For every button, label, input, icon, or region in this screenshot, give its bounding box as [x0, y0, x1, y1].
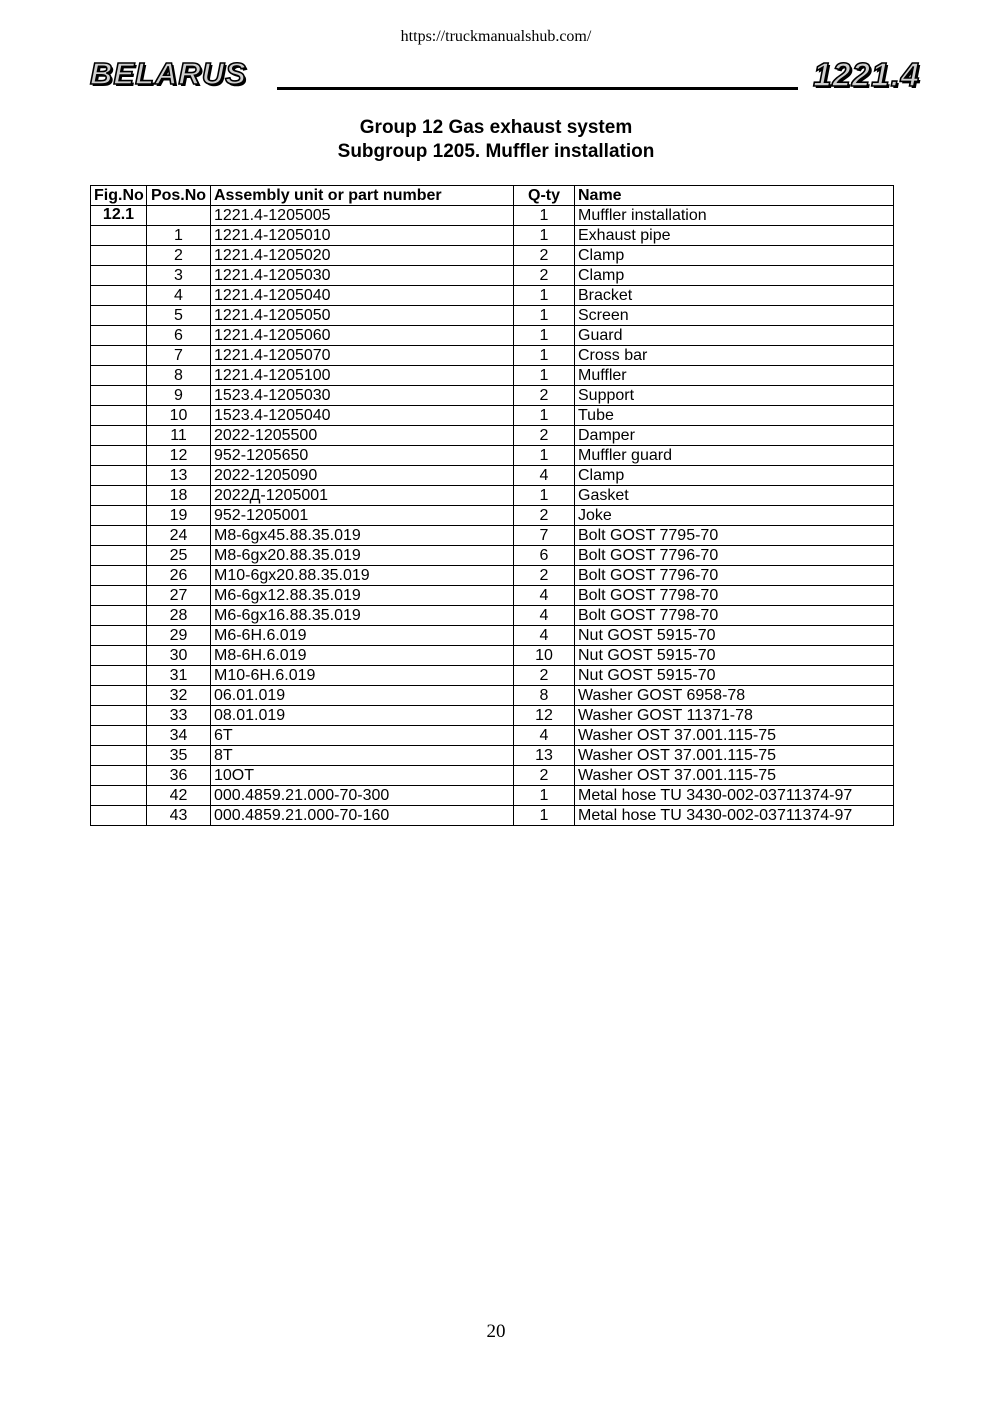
cell-fig	[91, 486, 147, 506]
page-number: 20	[486, 1321, 506, 1342]
cell-part-number: 952-1205001	[211, 506, 514, 526]
cell-pos: 7	[147, 346, 211, 366]
cell-qty: 2	[514, 666, 575, 686]
cell-qty: 2	[514, 266, 575, 286]
cell-name: Washer GOST 6958-78	[575, 686, 894, 706]
cell-part-number: 8T	[211, 746, 514, 766]
cell-fig	[91, 366, 147, 386]
cell-part-number: 1221.4-1205070	[211, 346, 514, 366]
parts-table	[90, 185, 894, 826]
cell-name: Bracket	[575, 286, 894, 306]
cell-name: Washer OST 37.001.115-75	[575, 766, 894, 786]
cell-fig	[91, 466, 147, 486]
model-number: 1221.4	[813, 56, 920, 93]
cell-part-number: 000.4859.21.000-70-300	[211, 786, 514, 806]
cell-pos: 26	[147, 566, 211, 586]
parts-table-body	[91, 206, 894, 826]
cell-name: Cross bar	[575, 346, 894, 366]
cell-qty: 1	[514, 206, 575, 226]
column-header-name: Name	[575, 186, 894, 206]
cell-pos: 29	[147, 626, 211, 646]
table-row	[91, 766, 894, 786]
table-row	[91, 326, 894, 346]
cell-qty: 1	[514, 446, 575, 466]
cell-part-number: M8-6gx45.88.35.019	[211, 526, 514, 546]
cell-qty: 1	[514, 306, 575, 326]
cell-fig	[91, 626, 147, 646]
cell-name: Washer OST 37.001.115-75	[575, 746, 894, 766]
cell-part-number: M6-6gx12.88.35.019	[211, 586, 514, 606]
cell-pos: 27	[147, 586, 211, 606]
cell-part-number: 1221.4-1205040	[211, 286, 514, 306]
cell-qty: 1	[514, 346, 575, 366]
cell-part-number: 1221.4-1205100	[211, 366, 514, 386]
cell-fig	[91, 226, 147, 246]
column-header-qty: Q-ty	[514, 186, 575, 206]
cell-pos: 32	[147, 686, 211, 706]
header-rule	[277, 87, 798, 90]
table-row	[91, 606, 894, 626]
cell-fig	[91, 266, 147, 286]
cell-qty: 1	[514, 226, 575, 246]
table-row	[91, 506, 894, 526]
cell-pos: 25	[147, 546, 211, 566]
cell-name: Nut GOST 5915-70	[575, 646, 894, 666]
cell-qty: 2	[514, 426, 575, 446]
cell-qty: 2	[514, 766, 575, 786]
cell-pos	[147, 206, 211, 226]
table-row	[91, 666, 894, 686]
cell-fig	[91, 546, 147, 566]
cell-fig: 12.1	[91, 206, 147, 226]
cell-name: Washer OST 37.001.115-75	[575, 726, 894, 746]
cell-name: Bolt GOST 7796-70	[575, 566, 894, 586]
column-header-fig: Fig.No	[91, 186, 147, 206]
cell-fig	[91, 446, 147, 466]
cell-qty: 4	[514, 586, 575, 606]
cell-fig	[91, 786, 147, 806]
cell-qty: 2	[514, 506, 575, 526]
table-row	[91, 566, 894, 586]
cell-qty: 1	[514, 286, 575, 306]
table-row	[91, 706, 894, 726]
cell-pos: 33	[147, 706, 211, 726]
cell-qty: 4	[514, 606, 575, 626]
cell-part-number: M10-6H.6.019	[211, 666, 514, 686]
cell-qty: 1	[514, 806, 575, 826]
cell-fig	[91, 246, 147, 266]
cell-fig	[91, 286, 147, 306]
cell-name: Clamp	[575, 266, 894, 286]
table-row	[91, 226, 894, 246]
cell-pos: 4	[147, 286, 211, 306]
cell-fig	[91, 746, 147, 766]
cell-pos: 30	[147, 646, 211, 666]
table-row	[91, 586, 894, 606]
cell-qty: 1	[514, 486, 575, 506]
cell-part-number: 1221.4-1205020	[211, 246, 514, 266]
cell-qty: 4	[514, 626, 575, 646]
cell-qty: 1	[514, 326, 575, 346]
cell-pos: 24	[147, 526, 211, 546]
cell-fig	[91, 406, 147, 426]
cell-qty: 7	[514, 526, 575, 546]
table-row	[91, 446, 894, 466]
cell-pos: 34	[147, 726, 211, 746]
cell-fig	[91, 526, 147, 546]
header-row	[91, 186, 894, 206]
cell-qty: 8	[514, 686, 575, 706]
table-row	[91, 786, 894, 806]
cell-fig	[91, 766, 147, 786]
table-row	[91, 266, 894, 286]
table-row	[91, 486, 894, 506]
cell-pos: 36	[147, 766, 211, 786]
cell-pos: 13	[147, 466, 211, 486]
cell-qty: 6	[514, 546, 575, 566]
column-header-part-number: Assembly unit or part number	[211, 186, 514, 206]
table-row	[91, 546, 894, 566]
cell-pos: 12	[147, 446, 211, 466]
cell-name: Muffler installation	[575, 206, 894, 226]
cell-pos: 43	[147, 806, 211, 826]
table-row	[91, 426, 894, 446]
cell-qty: 2	[514, 246, 575, 266]
cell-name: Bolt GOST 7795-70	[575, 526, 894, 546]
cell-part-number: M8-6H.6.019	[211, 646, 514, 666]
cell-pos: 31	[147, 666, 211, 686]
cell-part-number: 2022-1205500	[211, 426, 514, 446]
cell-name: Metal hose TU 3430-002-03711374-97	[575, 786, 894, 806]
table-row	[91, 646, 894, 666]
cell-part-number: 1221.4-1205010	[211, 226, 514, 246]
cell-pos: 8	[147, 366, 211, 386]
table-row	[91, 386, 894, 406]
cell-part-number: 000.4859.21.000-70-160	[211, 806, 514, 826]
parts-table-header	[91, 186, 894, 206]
cell-fig	[91, 706, 147, 726]
cell-name: Gasket	[575, 486, 894, 506]
cell-part-number: M6-6gx16.88.35.019	[211, 606, 514, 626]
subgroup-title: Subgroup 1205. Muffler installation	[337, 141, 655, 162]
cell-part-number: 1221.4-1205005	[211, 206, 514, 226]
cell-fig	[91, 646, 147, 666]
cell-pos: 42	[147, 786, 211, 806]
cell-fig	[91, 506, 147, 526]
table-row	[91, 366, 894, 386]
cell-part-number: M6-6H.6.019	[211, 626, 514, 646]
cell-fig	[91, 566, 147, 586]
cell-part-number: 10OT	[211, 766, 514, 786]
cell-name: Screen	[575, 306, 894, 326]
cell-pos: 35	[147, 746, 211, 766]
cell-pos: 11	[147, 426, 211, 446]
cell-name: Exhaust pipe	[575, 226, 894, 246]
table-row	[91, 246, 894, 266]
cell-qty: 13	[514, 746, 575, 766]
source-url: https://truckmanualshub.com/	[400, 28, 592, 45]
group-title: Group 12 Gas exhaust system	[359, 117, 633, 138]
cell-pos: 2	[147, 246, 211, 266]
cell-name: Support	[575, 386, 894, 406]
cell-fig	[91, 726, 147, 746]
cell-part-number: 2022Д-1205001	[211, 486, 514, 506]
cell-qty: 1	[514, 406, 575, 426]
cell-part-number: 06.01.019	[211, 686, 514, 706]
cell-part-number: 1523.4-1205030	[211, 386, 514, 406]
table-row	[91, 346, 894, 366]
table-row	[91, 206, 894, 226]
cell-name: Clamp	[575, 466, 894, 486]
cell-name: Metal hose TU 3430-002-03711374-97	[575, 806, 894, 826]
column-header-pos: Pos.No	[147, 186, 211, 206]
table-row	[91, 686, 894, 706]
cell-fig	[91, 386, 147, 406]
cell-name: Guard	[575, 326, 894, 346]
document-header	[90, 56, 920, 96]
cell-part-number: 1221.4-1205050	[211, 306, 514, 326]
cell-pos: 10	[147, 406, 211, 426]
cell-pos: 18	[147, 486, 211, 506]
cell-name: Nut GOST 5915-70	[575, 626, 894, 646]
table-row	[91, 626, 894, 646]
brand-logo: BELARUS	[90, 56, 247, 91]
cell-name: Clamp	[575, 246, 894, 266]
cell-part-number: 952-1205650	[211, 446, 514, 466]
cell-fig	[91, 686, 147, 706]
table-row	[91, 726, 894, 746]
cell-name: Tube	[575, 406, 894, 426]
cell-name: Damper	[575, 426, 894, 446]
table-row	[91, 806, 894, 826]
cell-name: Bolt GOST 7798-70	[575, 586, 894, 606]
cell-name: Bolt GOST 7796-70	[575, 546, 894, 566]
cell-part-number: 2022-1205090	[211, 466, 514, 486]
cell-pos: 28	[147, 606, 211, 626]
cell-fig	[91, 606, 147, 626]
cell-fig	[91, 346, 147, 366]
cell-part-number: 1523.4-1205040	[211, 406, 514, 426]
cell-qty: 4	[514, 726, 575, 746]
cell-part-number: 1221.4-1205060	[211, 326, 514, 346]
cell-name: Bolt GOST 7798-70	[575, 606, 894, 626]
cell-fig	[91, 326, 147, 346]
cell-name: Joke	[575, 506, 894, 526]
cell-qty: 12	[514, 706, 575, 726]
cell-name: Muffler	[575, 366, 894, 386]
cell-pos: 1	[147, 226, 211, 246]
cell-part-number: 6T	[211, 726, 514, 746]
table-row	[91, 746, 894, 766]
cell-fig	[91, 806, 147, 826]
cell-fig	[91, 586, 147, 606]
table-row	[91, 286, 894, 306]
cell-pos: 3	[147, 266, 211, 286]
cell-pos: 9	[147, 386, 211, 406]
cell-name: Washer GOST 11371-78	[575, 706, 894, 726]
cell-part-number: M8-6gx20.88.35.019	[211, 546, 514, 566]
cell-qty: 10	[514, 646, 575, 666]
cell-qty: 4	[514, 466, 575, 486]
cell-part-number: M10-6gx20.88.35.019	[211, 566, 514, 586]
table-row	[91, 466, 894, 486]
cell-name: Muffler guard	[575, 446, 894, 466]
cell-part-number: 1221.4-1205030	[211, 266, 514, 286]
cell-pos: 19	[147, 506, 211, 526]
cell-fig	[91, 426, 147, 446]
table-row	[91, 406, 894, 426]
cell-part-number: 08.01.019	[211, 706, 514, 726]
cell-pos: 6	[147, 326, 211, 346]
cell-qty: 2	[514, 386, 575, 406]
cell-pos: 5	[147, 306, 211, 326]
table-row	[91, 526, 894, 546]
cell-name: Nut GOST 5915-70	[575, 666, 894, 686]
cell-qty: 1	[514, 366, 575, 386]
cell-fig	[91, 666, 147, 686]
section-title	[0, 116, 992, 164]
cell-qty: 1	[514, 786, 575, 806]
cell-qty: 2	[514, 566, 575, 586]
table-row	[91, 306, 894, 326]
cell-fig	[91, 306, 147, 326]
